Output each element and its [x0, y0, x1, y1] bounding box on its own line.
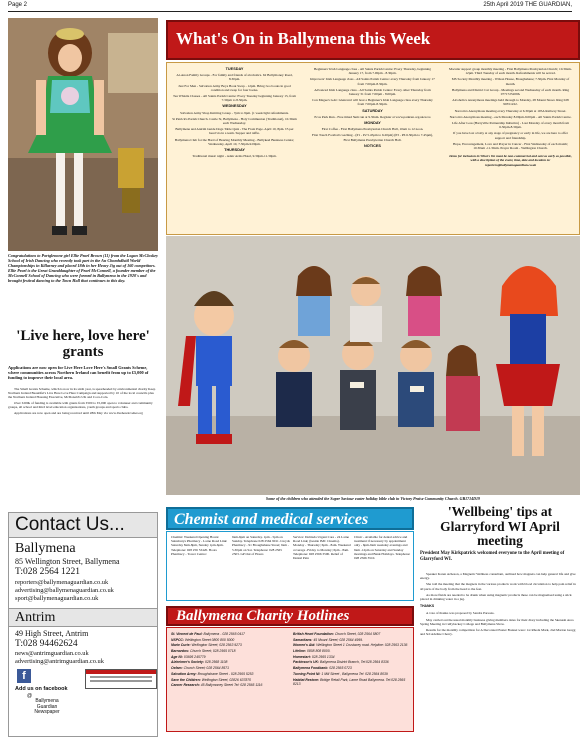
whats-on-listing: Macular support group monthly meeting - First Ballymena Presbyterian Church; 10.30am-12pm. Third Tuesday of each month. Refreshments will be served.: [449, 67, 572, 76]
charity-listing: [293, 632, 411, 636]
whats-on-listing: Alcoholics Anonymous meetings held through to Monday, 28 Mount Street. Ring 028 90351222.: [452, 98, 569, 107]
charity-detail: Wellington Street, 02826 637870: [201, 677, 252, 682]
charity-detail: Ballymena - 028 2565 0417: [203, 632, 245, 636]
charity-listing: [293, 643, 411, 647]
live-here-intro: Applications are now open for Live Here Love Here's Small Grants Scheme, where communities across Northern Ireland can benefit from up to £5,000 of funding to improve their local area.: [8, 365, 149, 381]
whats-on-listing: Life After Loss (Harryville Partnership Initiative) - Last Monday of every month from 6.30pm-8.30pm.: [452, 121, 569, 130]
contact-title: Contact Us...: [9, 513, 157, 538]
whats-on-day-heading: THURSDAY: [224, 148, 245, 153]
antrim-heading: Antrim: [9, 608, 157, 627]
charity-header: [166, 606, 414, 626]
charity-listing: [171, 643, 289, 647]
wellbeing-body: [420, 572, 578, 638]
ballymena-phone: T:028 2564 1221: [15, 567, 80, 577]
charity-name: Turning Point NI:: [293, 671, 322, 676]
chemist-header: [166, 507, 414, 530]
children-illustration: [166, 236, 580, 495]
charity-name: Save the Children:: [171, 677, 202, 682]
wellbeing-paragraph: Speaker Karen Acheson, a Magnetic Wellness consultant, outlined how magnets can help general life and give energy.: [420, 572, 576, 581]
thanks-heading: THANKS: [420, 604, 435, 609]
wellbeing-paragraph: As more fluids are needed to be drunk when using magnetic products these can be magnetised using a stick placed in drinking water in a jug.: [420, 592, 572, 602]
charity-detail: 45 Mount Street; 028 2564 4999.: [313, 637, 363, 642]
charity-name: Samaritans:: [293, 637, 314, 642]
whats-on-day-heading: SATURDAY: [362, 108, 383, 113]
bible-club-caption: Some of the children who attended the Super Saviour easter holiday bible club in Victory Praise Community Church. GB1714D19: [265, 496, 481, 501]
whats-on-listing: Hope, Encouragement, Love and Prayer in Cancer - First Wednesday of each month; 10.30am -11.30am. Prayer Room - Wellington Church.: [453, 141, 568, 151]
whats-on-day-heading: TUESDAY: [225, 67, 244, 71]
whats-on-day-heading: MONDAY: [364, 121, 381, 126]
charity-detail: Church Street; 028 2565 0718: [190, 649, 236, 654]
charity-name: Barnardos:: [171, 649, 191, 654]
whats-on-header: [166, 20, 580, 60]
dancer-photo: [8, 18, 158, 251]
charity-detail: Wellington Street 0800 800 5000: [184, 637, 235, 642]
charity-name: Age NI:: [171, 654, 184, 659]
whats-on-listing: Al-Anon Family Groups - For family and friends of alcoholics. 62 Ballymoney Road, 8.30pm.: [176, 73, 293, 82]
facebook-prompt: Add us on facebook: [15, 686, 68, 693]
live-here-body: [8, 387, 158, 417]
charity-detail: Wellington Street 1 Crustacey road. Helpline: 028 2563 2136: [316, 643, 408, 648]
charity-name: Salvation Army:: [171, 671, 198, 676]
header-rule: [8, 11, 572, 12]
charity-name: NSPCC:: [171, 637, 185, 642]
live-here-paragraph: Applications are now open and are being received until 28th May via www.livehereloveher.org: [14, 411, 143, 416]
chemist-column-3: Service: Dalriada Urgent Care - 24 Larne Road Link; (beside IMC Cinema). Monday - Thursday; 6pm - 8am. Weekend coverage -Friday to Monday; 6pm - 8am. Telephone: 028 2566 3500. Relief of Dental Pain: [293, 535, 351, 561]
whats-on-listing: Narcotics Anonymous meeting - each Monday 8.00pm-9.00pm - All Saints Parish Centre.: [449, 114, 572, 119]
charity-listing: [171, 672, 289, 676]
wellbeing-paragraph: May carried out the usual monthly business giving members dates for their diary including the Skenash Area Spring Meeting in Cullybackey College and Ballymena Show.: [420, 617, 574, 626]
whats-on-notice: Items for inclusion in What's On must be non-commercial and sent as early as possible, with a description of the event, time, date and location to: reporters@ballymenaguardian.co.uk: [449, 154, 572, 167]
charity-column-right: [293, 632, 411, 687]
charity-title: Ballymena Charity Hotlines: [176, 608, 350, 624]
charity-detail: Church Street; 028 2564 8571: [183, 666, 230, 671]
bible-club-photo: [166, 236, 580, 495]
charity-name: Oxfam:: [171, 666, 184, 671]
charity-listing: [171, 638, 289, 642]
charity-listing: [293, 678, 411, 687]
charity-listing: [171, 649, 289, 653]
charity-listing: [171, 655, 289, 659]
whats-on-column-3: [448, 67, 573, 169]
facebook-at: @: [27, 693, 33, 700]
dancer-caption: Congratulations to Portglenone girl Ellie Pearl Brown (11) from the Logan McCloskey School of Irish Dancing who recently took part in the An Chomhdháil World Championships in Killarney and placed 18th in her Heavy Jig out of 160 competitors. Ellie Pearl is the Great Granddaughter of Pearl McConnell, a founder member of the McConnell School of Dancing who were formed in Ballymena in the 1920's and brought festival dancing to the Town Hall that continues to this day.: [8, 253, 158, 283]
whats-on-title: What's On in Ballymena this Week: [176, 29, 431, 48]
chemist-column-2: 9am-6pm on Saturday. 1pm - 5pm on Sunday. Telephone 028 2564 9011. Lloyds Pharmacy - 91 Broughshane Street; 9am - 5.30pm on Sat. Telephone: 028 2565 2503. GP Out of Hours: [232, 535, 290, 556]
charity-name: Ballymena Foodbank:: [293, 666, 330, 671]
charity-name: Women's Aid:: [293, 643, 317, 648]
dancer-illustration: [8, 18, 158, 251]
email-link[interactable]: advertising@antrimguardian.co.uk: [15, 657, 104, 665]
charity-name: Parkinson's UK:: [293, 660, 320, 665]
charity-detail: 028 2565 0723: [329, 666, 352, 671]
whats-on-listing: If you have lost a baby at any stage of pregnancy or early in life, we are here to offer support and friendship.: [453, 131, 568, 140]
charity-listings: [166, 627, 414, 732]
charity-listing: [293, 638, 411, 642]
charity-listing: [293, 660, 411, 664]
charity-name: Homestart:: [293, 654, 312, 659]
ballymena-heading: Ballymena: [15, 541, 76, 556]
charity-listing: [171, 632, 289, 636]
whats-on-column-2: [310, 67, 435, 150]
page-number: Page 2: [8, 2, 28, 8]
whats-on-listing: St Patrick's Parish Church. Castle St, Ballymena - Holy Communion (Traditional), 10.30am each Wednesday.: [172, 116, 297, 126]
charity-listing: [171, 660, 289, 664]
charity-name: Habitat Restore:: [293, 677, 321, 682]
charity-listing: [293, 672, 411, 676]
facebook-handle[interactable]: Ballymena Guardian Newspaper: [34, 698, 60, 716]
whats-on-listing: First Coffee - First Ballymena Presbyterian Church Hall, 10am to 12 noon.: [321, 127, 424, 132]
live-here-paragraph: Over £200k of funding is available with grants from £500 to £5,000 open to volunteer and community groups, all school and third level education organisations, youth groups and sports clubs.: [8, 401, 153, 410]
charity-name: British Heart Foundation:: [293, 632, 335, 636]
chemist-column-1: Chemist: Weekend Opening Hours: Sainsburys Pharmacy - Larne Road Link: Saturday 8am-8pm, Sunday 1pm-6pm. Telephone: 028 256 53420. Boots Pharmacy - Tower Centre:: [171, 535, 228, 556]
whats-on-listing: Tea Whistle Classes - All Saints Parish Centre: Every Tuesday beginning January 15, from 7.30pm to 8.30pm.: [173, 94, 296, 103]
wellbeing-intro: President May Kirkpatrick welcomed everyone to the April meeting of Glarryford WI.: [420, 551, 565, 562]
charity-listing: [293, 655, 411, 659]
charity-detail: 028 2565 1334: [311, 654, 335, 659]
contact-box: [8, 512, 158, 737]
whats-on-column-1: [172, 67, 297, 160]
issue-date: 25th April 2019 THE GUARDIAN,: [483, 2, 572, 8]
whats-on-listing: First Touch Football coaching - (P1 - P2 5.45pm to 6.20pm) (P3 - P6 6.30pm to 7.45pm), First Ballymena Presbyterian Church Hall.: [311, 133, 434, 142]
charity-detail: 45 Ballymoney Street Tel: 028 2565 1116: [200, 683, 263, 688]
charity-column-left: [171, 632, 289, 689]
whats-on-listing: Ballymena and Antrim Guide Dogs Table Quiz - The Front Page. April 10, 8pm. £5 per head via in a team. Supper and raffle.: [175, 127, 294, 136]
charity-listing: [293, 666, 411, 670]
whats-on-listing: Ballymena Club for the Hard of Hearing Monthly Meeting - Ballykeel Business Centre; Wednesday, April 10, 7.30pm-9.00pm.: [174, 137, 295, 146]
whats-on-listings: [166, 62, 580, 235]
charity-name: Lifeline:: [293, 649, 307, 654]
whats-on-listing: Ecos Park Run - Free timed 5km run at 9.30am. Register at www.parkrun.org.uk/ecos: [314, 114, 431, 119]
email-link[interactable]: reporters@ballymenaguardian.co.uk: [15, 579, 109, 586]
charity-name: St. Vincent de Paul:: [171, 632, 204, 636]
charity-detail: Wellington Street; 028 2563 9273: [191, 643, 242, 648]
charity-listing: [171, 666, 289, 670]
charity-name: Cancer Research:: [171, 683, 201, 688]
whats-on-listing: Just For Men - Salvation Army Boys Book Swap - 12pm. Bring two books in good condition and swap for four books.: [178, 83, 291, 92]
charity-detail: Ballymena District Branch, Tel:028 2564 8336: [320, 660, 389, 665]
charity-detail: Bridge Retail Park, Larne Road Ballymena. Tel:028 2565 8213: [293, 677, 406, 686]
charity-detail: 03695 245779: [183, 654, 206, 659]
email-link[interactable]: advertising@ballymenaguardian.co.uk: [15, 587, 114, 595]
email-link[interactable]: sport@ballymenaguardian.co.uk: [15, 595, 99, 603]
antrim-phone: T:028 94462624: [15, 638, 78, 649]
chemist-column-4: Clinic - Available for dental advice and treatment if necessary by appointment only - 6pm-9am weekday evenings and 9am -12pm on Saturday and Sunday mornings and Bank Holidays. Telephone: 028 2566 3510.: [354, 535, 411, 561]
email-link[interactable]: news@antrimguardian.co.uk: [15, 649, 89, 657]
charity-detail: 0808 808 8000.: [306, 649, 331, 654]
whats-on-day-heading: WEDNESDAY: [222, 104, 247, 109]
whats-on-day-heading: NOTICES: [364, 143, 381, 148]
whats-on-listing: Ballymena and District Cat Group - Meetings second Wednesday of each month. Ring 07717252096.: [451, 87, 570, 97]
whats-on-listing: Narcotics Anonymous meeting every Thursday at 6.30pm at 105A Railway Street.: [454, 108, 567, 113]
wellbeing-headline: 'Wellbeing' tips at Glarryford WI April meeting: [440, 504, 560, 548]
charity-name: Alzheimer's Society:: [171, 660, 205, 665]
wellbeing-paragraph: A vote of thanks was proposed by Sandra Parsons.: [426, 611, 495, 616]
chemist-listings: [166, 531, 414, 601]
whats-on-listing: MS Society Monthly meeting - Wilson House, Broughshane; 7.30pm. First Monday of month.: [451, 77, 570, 86]
whats-on-listing: Traditional music night - Adair Arms Hotel, 9.30pm-11.30pm.: [192, 154, 277, 159]
facebook-icon[interactable]: f: [17, 669, 31, 683]
charity-detail: 1 Mill Street , Ballymena Tel: 028 2564 8039: [321, 671, 388, 676]
chemist-title: Chemist and medical services: [174, 511, 369, 528]
whats-on-listing: Beginners' Irish Language class - All Saints Parish Centre: Every Thursday, beginning January 17, from 7.00pm - 8.30pm.: [314, 67, 431, 76]
wellbeing-paragraph: She told the meeting that the magnets in the various products work with blood circulation to help pain relief in all parts of the body from the head to the feet.: [420, 582, 576, 591]
charity-detail: Broughshane Street - 028 2565 5253: [197, 671, 254, 676]
charity-listing: [171, 678, 289, 682]
charity-name: Marie Curie:: [171, 643, 192, 648]
antrim-address: 49 High Street, Antrim: [15, 628, 89, 638]
charity-listing: [293, 649, 411, 653]
whats-on-listing: Salvation Army Shop Knitting Group - 7pm to 9pm. (1 week light refreshments.: [180, 110, 289, 115]
charity-detail: 028 2568 1108: [204, 660, 228, 665]
charity-listing: [171, 683, 289, 687]
live-here-paragraph: The Small Grants Scheme, which is now in its sixth year, is spearheaded by environmental charity Keep Northern Ireland Beautiful's Live Here Love Here Campaign and supported by 10 of the local councils plus the Northern Ireland Housing Executive, McDonald's UK and Coca-Cola.: [8, 387, 156, 400]
whats-on-listing: Advanced Irish Language class - All Saints Parish Centre: Every other Thursday from January 31 from 7.00pm - 8.00pm.: [314, 87, 431, 97]
ballymena-address: 85 Wellington Street, Ballymena: [15, 557, 120, 566]
wellbeing-paragraph: Results for the monthly competition for A Decorated Easter Bonnet were: 1st Rhoda Mark, 2nd Marion Gregg and 3rd Adeline Cherry.: [420, 628, 576, 637]
charity-detail: Church Street, 028 2564 5807: [334, 632, 381, 636]
whats-on-listing: Con Magee's GAC Glenravel will host a Beginner's Irish Language class every Thursday from 7.00pm-8.30pm.: [312, 98, 433, 107]
live-here-headline: 'Live here, love here' grants: [16, 328, 150, 360]
whats-on-listing: Improvers' Irish Language class - All Saints Parish Centre: every Thursday from January 17 from 7.00pm-8.30pm.: [310, 77, 435, 86]
